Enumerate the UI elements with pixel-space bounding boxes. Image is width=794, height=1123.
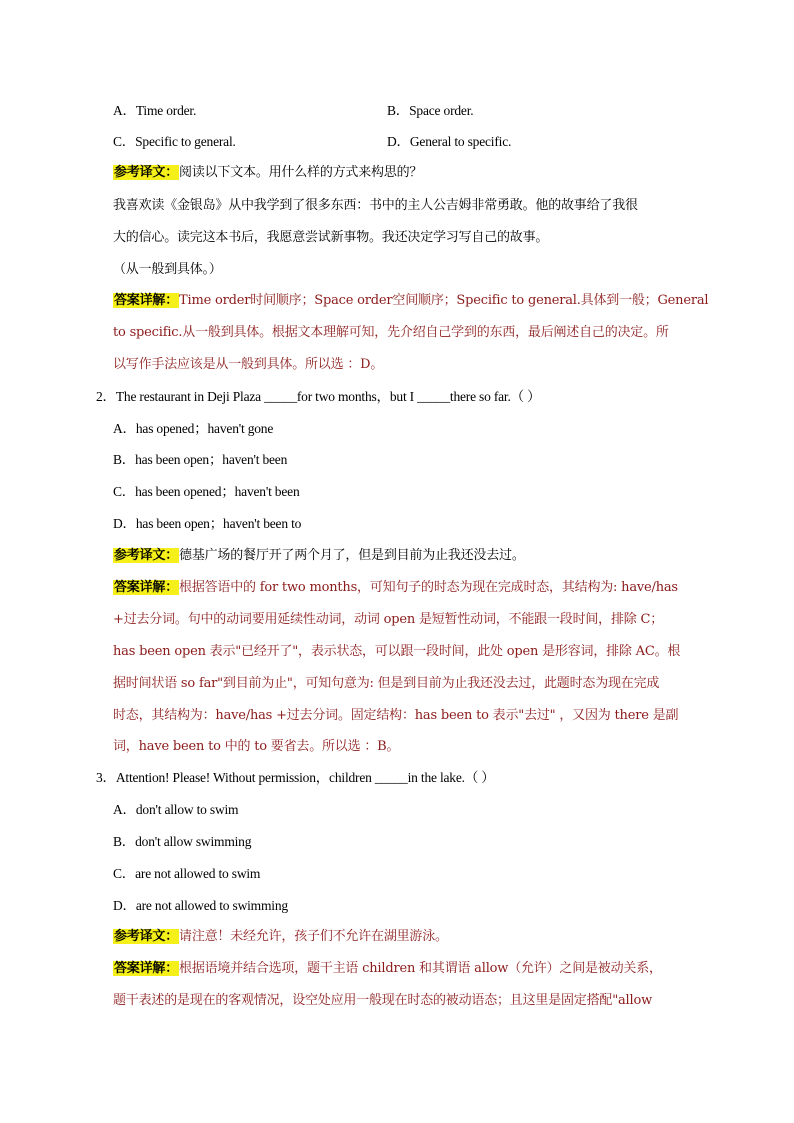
q2-translation-tag: 参考译文： [114, 548, 179, 563]
q3-option-a: A．don't allow to swim [113, 802, 239, 817]
q3-answer-line-2: 题干表述的是现在的客观情况，设空处应用一般现在时态的被动语态；且这里是固定搭配"allow [113, 993, 653, 1008]
q2-answer-line-6: 词，have been to 中的 to 要省去。所以选 ：B。 [113, 739, 400, 754]
q2-answer-line-2: +过去分词。句中的动词要用延续性动词，动词 open 是短暂性动词，不能跟一段时间，排除 C； [113, 612, 664, 627]
q1-translation-tag: 参考译文： [114, 165, 179, 180]
q3-translation-text-1: 请注意！未经允许，孩子们不允许在湖里游泳。 [179, 929, 448, 944]
q1-answer-tag: 答案详解： [114, 293, 179, 308]
q2-answer-line-1 [113, 579, 678, 597]
q1-translation-line-1 [113, 164, 422, 182]
q1-translation-line-4: （从一般到具体。） [113, 262, 222, 277]
q1-option-d: D．General to specific. [387, 134, 512, 149]
q1-translation-text-1: 阅读以下文本。用什么样的方式来构思的？ [179, 165, 423, 180]
q3-translation-line-1 [113, 928, 448, 946]
q2-answer-tag: 答案详解： [114, 580, 179, 595]
q2-answer-text-1: 根据答语中的 for two months，可知句子的时态为现在完成时态，其结构为: have/has [179, 580, 678, 595]
q1-answer-line-2: to specific.从一般到具体。根据文本理解可知，先介绍自己学到的东西，最后阐述自己的决定。所 [113, 325, 669, 340]
q2-option-d: D．has been open；haven't been to [113, 516, 302, 531]
q2-option-c: C．has been opened；haven't been [113, 484, 300, 499]
q3-option-c: C．are not allowed to swim [113, 866, 261, 881]
q1-option-c: C．Specific to general. [113, 134, 236, 149]
q3-answer-tag: 答案详解： [114, 961, 179, 976]
q2-translation-line-1 [113, 547, 525, 565]
q3-option-d: D．are not allowed to swimming [113, 898, 288, 913]
q3-translation-tag: 参考译文： [114, 929, 179, 944]
q2-option-b: B．has been open；haven't been [113, 452, 288, 467]
q2-answer-line-3: has been open 表示"已经开了"，表示状态，可以跟一段时间，此处 open 是形容词，排除 AC。根 [113, 644, 681, 659]
q3-answer-line-1 [113, 960, 662, 978]
q1-answer-text-1: Time order时间顺序；Space order空间顺序；Specific to general.具体到一般；General [179, 293, 709, 308]
q1-answer-line-1 [113, 292, 708, 310]
q2-answer-line-4: 据时间状语 so far"到目前为止"，可知句意为: 但是到目前为止我还没去过，此题时态为现在完成 [113, 676, 660, 691]
q2-option-a: A．has opened；haven't gone [113, 421, 274, 436]
q1-answer-line-3: 以写作手法应该是从一般到具体。所以选 ：D。 [113, 357, 384, 372]
q2-answer-line-5: 时态，其结构为：have/has +过去分词。固定结构：has been to 表示"去过" ，又因为 there 是副 [113, 708, 679, 723]
q1-translation-line-2: 我喜欢读《金银岛》从中我学到了很多东西：书中的主人公吉姆非常勇敢。他的故事给了我很 [113, 198, 638, 213]
q3-answer-text-1: 根据语境并结合选项，题干主语 children 和其谓语 allow（允许）之间是被动关系， [179, 961, 662, 976]
q1-translation-line-3: 大的信心。读完这本书后，我愿意尝试新事物。我还决定学习写自己的故事。 [113, 230, 549, 245]
q3-option-b: B．don't allow swimming [113, 834, 252, 849]
q1-option-a: A．Time order. [113, 103, 197, 118]
q3-stem: 3．Attention! Please! Without permission，children _____in the lake.（ ） [96, 770, 495, 785]
q2-stem: 2．The restaurant in Deji Plaza _____for two months，but I _____there so far.（ ） [96, 389, 541, 404]
q2-translation-text-1: 德基广场的餐厅开了两个月了，但是到目前为止我还没去过。 [179, 548, 525, 563]
q1-option-b: B．Space order. [387, 103, 474, 118]
